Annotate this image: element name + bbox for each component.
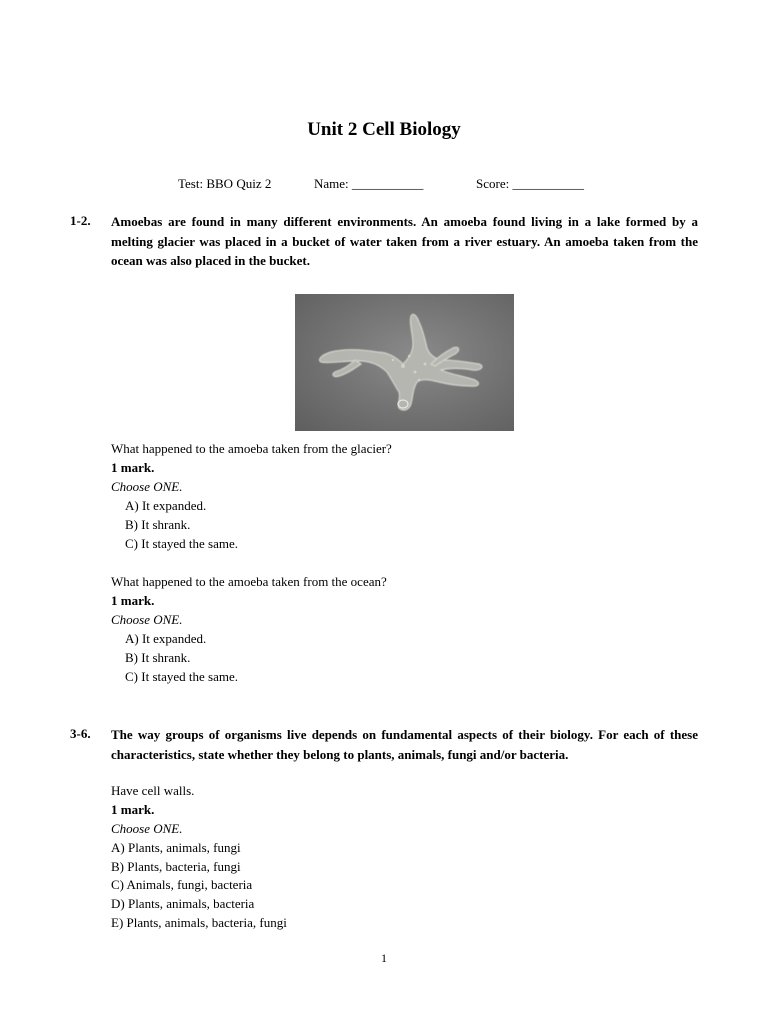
instruction: Choose ONE. bbox=[111, 612, 183, 627]
question-number: 3-6. bbox=[70, 726, 91, 741]
option-a[interactable]: A) It expanded. bbox=[125, 498, 207, 513]
question-stem: Amoebas are found in many different environments. An amoeba found living in a lake formed by a melting glacier was placed in a bucket of water taken from a river estuary. An amoeba taken from the ocean was also placed in the bucket. bbox=[111, 214, 698, 268]
option-e[interactable]: E) Plants, animals, bacteria, fungi bbox=[111, 915, 287, 930]
prompt: What happened to the amoeba taken from the ocean? bbox=[111, 574, 387, 589]
option-c[interactable]: C) Animals, fungi, bacteria bbox=[111, 877, 253, 892]
option-c[interactable]: C) It stayed the same. bbox=[125, 536, 238, 551]
instruction: Choose ONE. bbox=[111, 479, 183, 494]
marks: 1 mark. bbox=[111, 593, 155, 608]
option-a[interactable]: A) Plants, animals, fungi bbox=[111, 840, 241, 855]
page-number: 1 bbox=[381, 951, 387, 965]
amoeba-image bbox=[295, 294, 514, 431]
option-b[interactable]: B) It shrank. bbox=[125, 650, 191, 665]
prompt: Have cell walls. bbox=[111, 783, 195, 798]
option-b[interactable]: B) It shrank. bbox=[125, 517, 191, 532]
option-a[interactable]: A) It expanded. bbox=[125, 631, 207, 646]
option-b[interactable]: B) Plants, bacteria, fungi bbox=[111, 859, 241, 874]
question-stem: The way groups of organisms live depends on fundamental aspects of their biology. For each of these characteristics, state whether they belong to plants, animals, fungi and/or bacteria. bbox=[111, 727, 698, 762]
test-label: Test: BBO Quiz 2 bbox=[178, 176, 272, 191]
question-number: 1-2. bbox=[70, 213, 91, 228]
score-field: Score: ___________ bbox=[476, 176, 584, 191]
option-d[interactable]: D) Plants, animals, bacteria bbox=[111, 896, 255, 911]
marks: 1 mark. bbox=[111, 802, 155, 817]
instruction: Choose ONE. bbox=[111, 821, 183, 836]
page-title: Unit 2 Cell Biology bbox=[307, 119, 461, 140]
name-field: Name: ___________ bbox=[314, 176, 424, 191]
option-c[interactable]: C) It stayed the same. bbox=[125, 669, 238, 684]
prompt: What happened to the amoeba taken from the glacier? bbox=[111, 441, 392, 456]
marks: 1 mark. bbox=[111, 460, 155, 475]
amoeba-icon bbox=[295, 294, 514, 431]
